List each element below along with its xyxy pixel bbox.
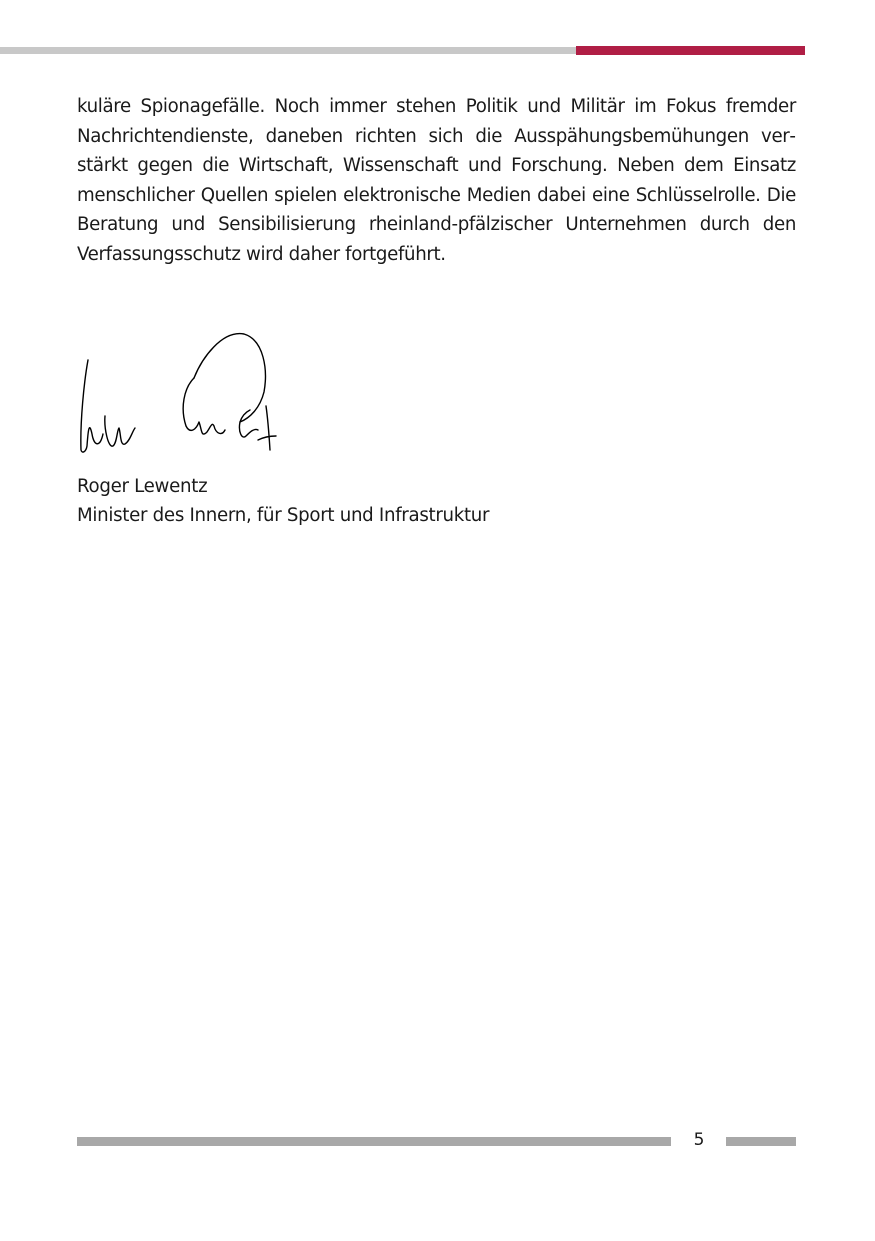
signer-name: Roger Lewentz <box>77 476 208 497</box>
body-paragraph: kuläre Spionagefälle. Noch immer stehen Politik und Militär im Fokus fremder Nachrichtendienste, daneben richten sich die Ausspähungsbemühungen verstärkt gegen die Wirtschaft, Wissenschaft und Forschung. Neben dem Einsatz menschlicher Quellen spielen elektronische Medien dabei eine Schlüsselrolle. Die Beratung und Sensibilisierung rheinland-pfälzischer Unternehmen durch den Verfassungsschutz wird daher fortgeführt. <box>77 96 796 265</box>
signer-title: Minister des Innern, für Sport und Infrastruktur <box>77 505 490 526</box>
handwritten-signature <box>72 322 292 462</box>
footer-rule-right <box>726 1137 796 1146</box>
header-rule <box>0 47 576 54</box>
page-number: 5 <box>693 1130 705 1150</box>
footer-rule-left <box>77 1137 671 1146</box>
header-accent-rule <box>576 46 805 55</box>
